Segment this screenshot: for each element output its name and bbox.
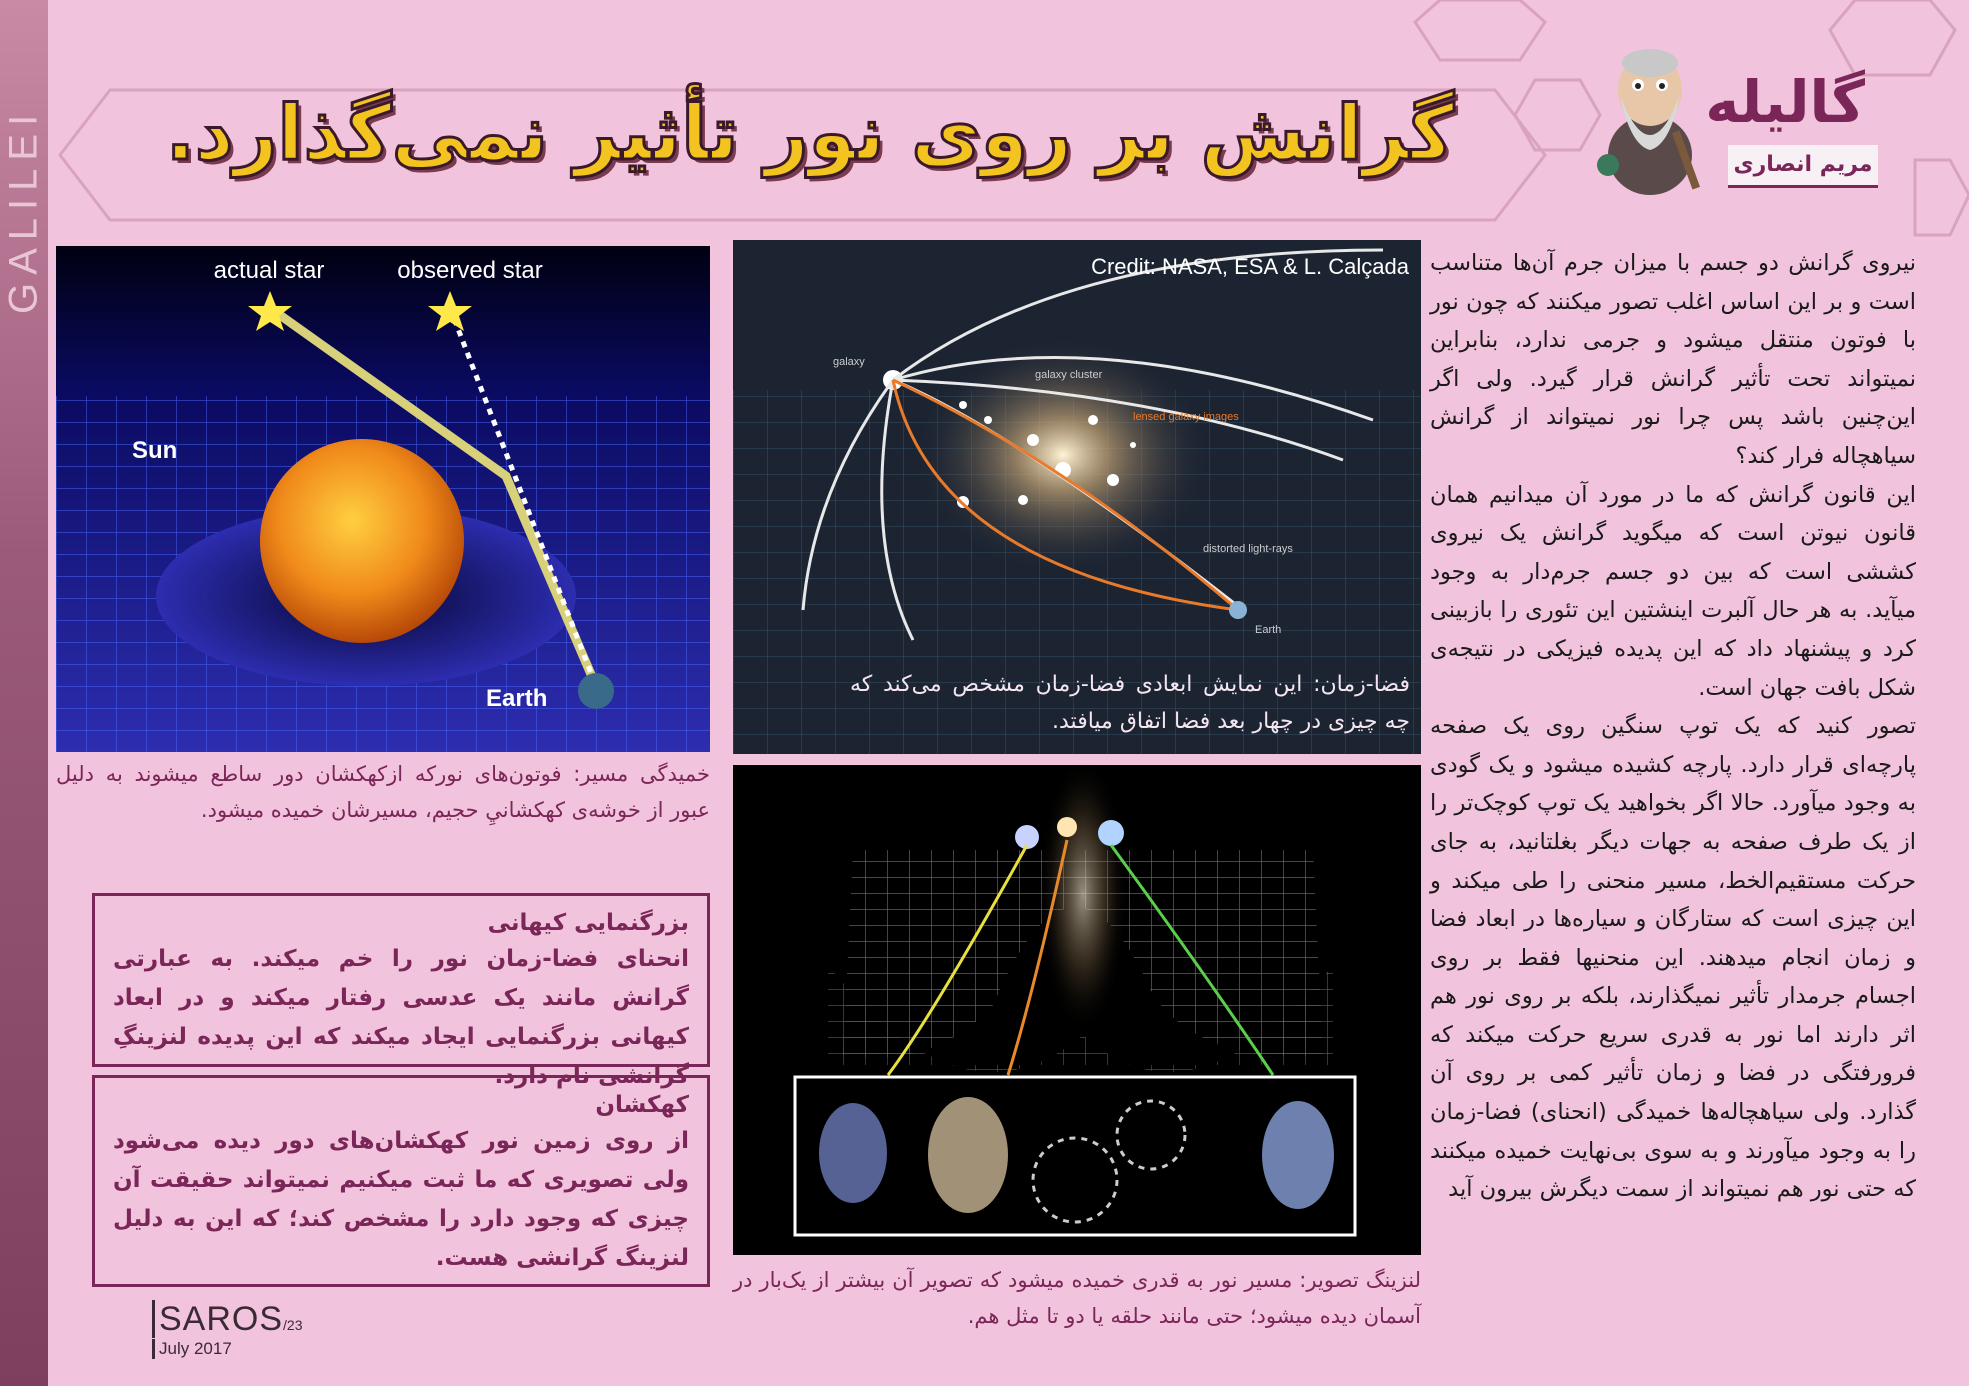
spiral-galaxy-image-1 <box>819 1103 887 1203</box>
elliptical-galaxy-image <box>928 1097 1008 1213</box>
earth-label-small: Earth <box>1255 624 1282 636</box>
light-bending-figure <box>56 246 710 752</box>
side-label: GALILEI <box>1 106 46 314</box>
issue-date: July 2017 <box>152 1339 303 1359</box>
body-paragraph-1: نیروی گرانش دو جسم با میزان جرم آن‌ها متناسب است و بر این اساس اغلب تصور میکنند که چون نور با فوتون منتقل میشود و جرمی ندارد، بنابراین نمیتواند تحت تأثیر گرانش قرار گیرد. ولی اگر این‌چنین باشد پس چرا نور نمیتواند از گرانش سیاهچاله فرار کند؟ <box>1430 250 1916 469</box>
body-paragraph-3: تصور کنید که یک توپ سنگین روی یک صفحه پارچه‌ای قرار دارد. پارچه کشیده میشود و یک گودی به وجود میآورد. حالا اگر بخواهید یک توپ کوچک‌تر را از یک طرف صفحه به جهات دیگر بغلتانید، به جای حرکت مستقیم‌الخط، مسیر منحنی را طی میکند و این چیزی است که ستارگان و سیاره‌ها در ابعاد فضا و زمان انجام میدهند. این منحنیها فقط بر روی اجسام جرمدار تأثیر نمیگذارند، بلکه بر روی نور هم اثر دارند اما نور به قدری سریع حرکت میکند که فرورفتگی در فضا و زمان تأثیر کمی بر روی آن گذارد. ولی سیاهچاله‌ها خمیدگی (انحنای) فضا-زمان را به وجود میآورند و به سوی بی‌نهایت خمیده میکنند که حتی نور هم نمیتواند از سمت دیگرش بیرون آید <box>1430 713 1916 1203</box>
magazine-name: گالیله <box>1705 68 1865 136</box>
observed-star-label: observed star <box>397 257 543 284</box>
box1-heading: بزرگنمایی کیهانی <box>487 910 689 936</box>
actual-star-label: actual star <box>213 257 325 284</box>
spiral-galaxy-image-2 <box>1262 1101 1334 1209</box>
author-name: مریم انصاری <box>1728 145 1878 188</box>
figure2-caption: فضا-زمان: این نمایش ابعادی فضا-زمان مشخص می‌کند که چه چیزی در چهار بعد فضا اتفاق میافتد. <box>850 672 1410 734</box>
article-body <box>1430 244 1916 1209</box>
saros-footer <box>152 1300 303 1359</box>
galaxy-icon-2 <box>1057 817 1077 837</box>
lensed-images-label: lensed galaxy images <box>1133 411 1239 423</box>
figure1-caption: خمیدگی مسیر: فوتون‌های نورکه ازکهکشان دور ساطع میشوند به دلیل عبور از خوشه‌ی کهکشانيِ حجیم، مسیرشان خمیده میشود. <box>56 762 710 822</box>
earth-label: Earth <box>486 685 548 712</box>
galaxy-cluster-label: galaxy cluster <box>1035 369 1103 381</box>
galaxy-icon-3 <box>1098 820 1124 846</box>
distorted-rays-label: distorted light-rays <box>1203 543 1293 555</box>
sun-label: Sun <box>132 437 178 464</box>
credit-label: Credit: NASA, ESA & L. Calçada <box>1091 254 1409 279</box>
brand-name: SAROS <box>152 1300 283 1338</box>
box2-text: از روی زمین نور کهکشان‌های دور دیده می‌شود ولی تصویری که ما ثبت میکنیم نمیتواند حقیقت آن چیزی که وجود دارد را مشخص کند؛ که این به دلیل لنزینگ گرانشی هست. <box>113 1128 689 1271</box>
info-box-galaxy <box>92 1075 710 1287</box>
box2-heading: کهکشان <box>595 1092 689 1118</box>
earth-icon <box>1229 601 1247 619</box>
lensing-grid-figure <box>733 765 1421 1255</box>
figure3-caption: لنزینگ تصویر: مسیر نور به قدری خمیده میشود که تصویر آن بیشتر از یک‌بار در آسمان دیده میشود؛ حتی مانند حلقه یا دو تا مثل هم. <box>733 1268 1421 1328</box>
body-paragraph-2: این قانون گرانش که ما در مورد آن میدانیم همان قانون نیوتن است که میگوید گرانش یک نیروی کششی است که بین دو جسم جرم‌دار به وجود میآید. به هر حال آلبرت اینشتین این تئوری را بازبینی کرد و پیشنهاد داد که این پدیده فیزیکی در نتیجه‌ی شکل بافت جهان است. <box>1430 481 1916 701</box>
info-box-cosmic-magnification <box>92 893 710 1089</box>
galaxy-label: galaxy <box>833 356 865 368</box>
issue-number: /23 <box>283 1317 303 1333</box>
box1-text: انحنای فضا-زمان نور را خم میکند. به عبارتی گرانش مانند یک عدسی رفتار میکند و در ابعاد کیهانی بزرگنمایی ایجاد میکند که این پدیده لنزینگِ گرانشی نام دارد. <box>113 946 689 1089</box>
page-title: گرانش بر روی نور تأثیر نمی‌گذارد. <box>165 88 1455 177</box>
